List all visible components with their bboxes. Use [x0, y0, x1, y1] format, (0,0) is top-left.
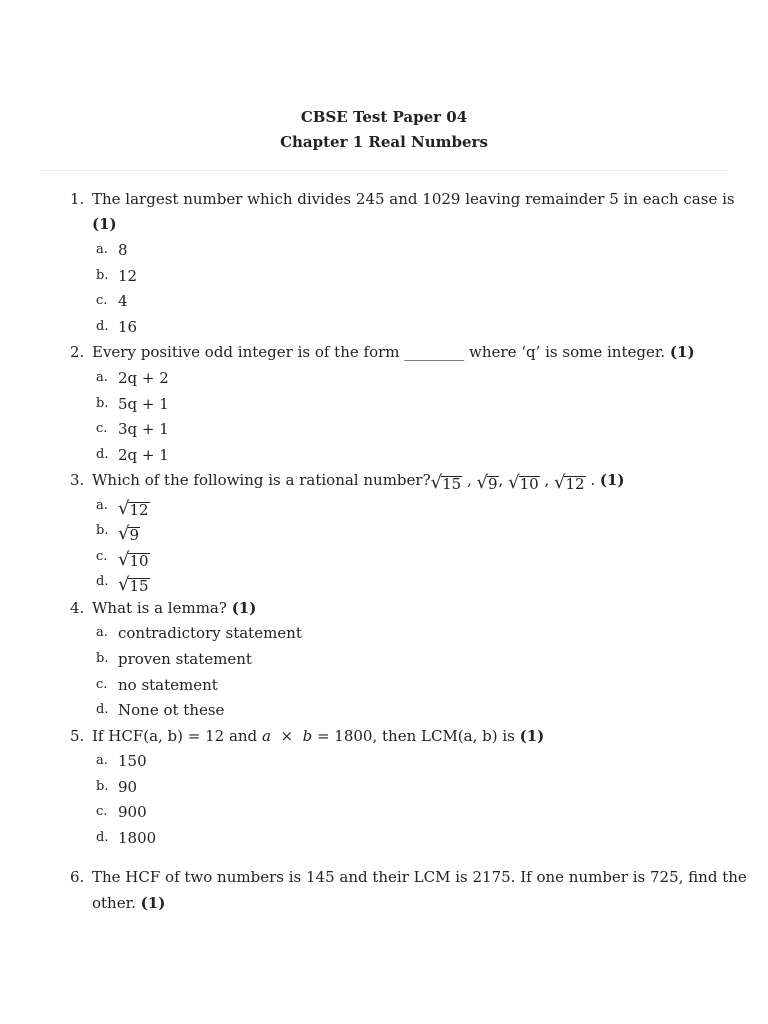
question-number: 6.	[70, 868, 85, 886]
option-text: 2q + 2	[118, 369, 169, 387]
question-text-line	[92, 343, 695, 361]
math-variable-a: a	[261, 727, 271, 745]
option-label: a.	[96, 242, 108, 257]
chapter-title: Chapter 1 Real Numbers	[280, 133, 488, 151]
sqrt-expression	[508, 474, 540, 492]
option-label: a.	[96, 625, 108, 640]
question-text-line2: other.	[92, 894, 136, 912]
question-text-line: Which of the following is a rational number? √ 15 , √ 9 , √ 10 , √ 12 . (1)	[92, 471, 625, 493]
option-text: contradictory statement	[118, 624, 302, 642]
question-number: 1.	[70, 190, 85, 208]
question-text: The largest number which divides 245 and 1029 leaving remainder 5 in each case is	[92, 190, 735, 208]
radicand: 10	[519, 475, 539, 493]
option-label: d.	[96, 447, 109, 462]
option-label: c.	[96, 421, 108, 436]
option-text: no statement	[118, 676, 218, 694]
sqrt-expression	[118, 551, 150, 569]
option-text: 150	[118, 752, 147, 770]
radical-sign: √	[476, 472, 488, 493]
sqrt-expression	[431, 474, 463, 492]
question-marks: (1)	[669, 343, 695, 361]
radical-sign: √	[508, 472, 520, 493]
question-marks: (1)	[231, 599, 257, 617]
question-marks: (1)	[519, 727, 545, 745]
paper-title: CBSE Test Paper 04	[300, 108, 468, 126]
option-label: b.	[96, 396, 109, 411]
radicand: 9	[488, 475, 498, 493]
question-number: 3.	[70, 471, 85, 489]
sqrt-expression	[118, 576, 150, 594]
question-number: 5.	[70, 727, 85, 745]
option-text: 4	[118, 292, 128, 310]
question-text: What is a lemma?	[92, 599, 227, 617]
option-sqrt	[118, 497, 150, 518]
option-text: proven statement	[118, 650, 252, 668]
option-sqrt	[118, 573, 150, 594]
radicand: 12	[129, 501, 149, 519]
option-label: c.	[96, 804, 108, 819]
option-label: d.	[96, 702, 109, 717]
radicand: 15	[129, 577, 149, 595]
question-text-line	[92, 599, 256, 617]
option-text: 12	[118, 267, 138, 285]
sqrt-expression	[118, 500, 150, 518]
option-text: 16	[118, 318, 138, 336]
option-text: 5q + 1	[118, 395, 169, 413]
radicand: 9	[129, 526, 140, 544]
radical-sign: √	[430, 472, 443, 493]
option-label: c.	[96, 549, 108, 564]
option-sqrt	[118, 522, 140, 543]
option-label: b.	[96, 268, 109, 283]
radical-sign: √	[118, 523, 130, 544]
math-variable-b: b	[302, 727, 313, 745]
option-text: None ot these	[118, 701, 225, 719]
radicand: 12	[565, 475, 585, 493]
sqrt-expression	[118, 525, 140, 543]
option-label: a.	[96, 753, 108, 768]
option-text: 900	[118, 803, 147, 821]
question-text-line	[92, 727, 544, 745]
question-text: Which of the following is a rational number?	[92, 471, 431, 489]
radicand: 15	[442, 475, 462, 493]
question-text: Every positive odd integer is of the form ________ where ‘q’ is some integer.	[92, 343, 666, 361]
option-label: a.	[96, 498, 108, 513]
option-text: 90	[118, 778, 138, 796]
question-text-after: = 1800, then LCM(a, b) is	[316, 727, 515, 745]
option-label: b.	[96, 651, 109, 666]
question-text: The HCF of two numbers is 145 and their LCM is 2175. If one number is 725, find the	[92, 868, 747, 886]
option-label: d.	[96, 574, 109, 589]
option-label: d.	[96, 319, 109, 334]
option-label: a.	[96, 370, 108, 385]
option-label: c.	[96, 293, 108, 308]
radical-sign: √	[553, 472, 566, 493]
option-text: 2q + 1	[118, 446, 169, 464]
option-sqrt	[118, 548, 150, 569]
option-text: 1800	[118, 829, 157, 847]
times-symbol: ×	[280, 727, 294, 745]
question-number: 4.	[70, 599, 85, 617]
question-marks: (1)	[92, 215, 117, 233]
question-text-before: If HCF(a, b) = 12 and	[92, 727, 258, 745]
radicand: 10	[129, 552, 149, 570]
option-text: 3q + 1	[118, 420, 169, 438]
radical-sign: √	[118, 498, 130, 519]
question-marks: (1)	[599, 471, 625, 489]
option-label: d.	[96, 830, 109, 845]
radical-sign: √	[118, 574, 130, 595]
question-marks: (1)	[140, 894, 166, 912]
option-label: b.	[96, 779, 109, 794]
sqrt-expression	[477, 474, 499, 492]
header-divider	[40, 170, 728, 171]
option-label: b.	[96, 523, 109, 538]
radical-sign: √	[118, 549, 130, 570]
option-label: c.	[96, 677, 108, 692]
sqrt-expression	[554, 474, 586, 492]
option-text: 8	[118, 241, 128, 259]
question-number: 2.	[70, 343, 85, 361]
question-text-line	[92, 894, 165, 912]
